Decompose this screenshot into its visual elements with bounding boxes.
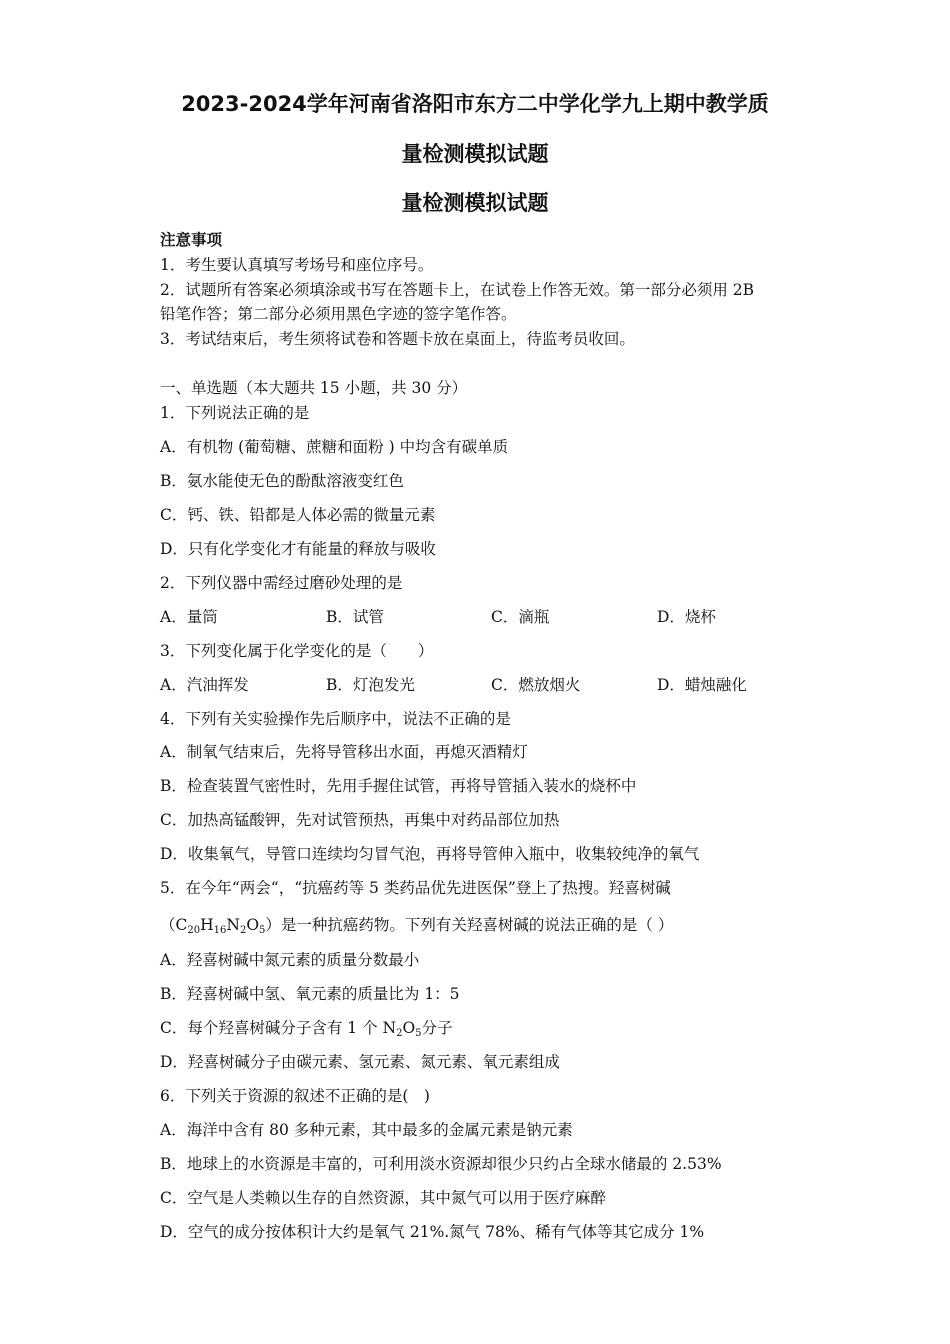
formula-n: N [226, 916, 240, 934]
question-5-option-c [160, 1016, 453, 1038]
question-6-option-b: B．地球上的水资源是丰富的，可利用淡水资源却很少只约占全球水储最的 2.53% [160, 1155, 722, 1173]
page-title-line-3: 量检测模拟试题 [401, 191, 549, 215]
page-title-line-2: 量检测模拟试题 [401, 142, 549, 166]
question-3-option-d: D．蜡烛融化 [657, 676, 747, 694]
question-5-stem-line-2 [160, 913, 673, 935]
question-4-stem: 4．下列有关实验操作先后顺序中，说法不正确的是 [160, 710, 511, 728]
question-6-option-d: D．空气的成分按体积计大约是氧气 21%.氮气 78%、稀有气体等其它成分 1% [160, 1223, 705, 1241]
option-c-o: O [402, 1019, 416, 1037]
question-4-option-c: C．加热高锰酸钾，先对试管预热，再集中对药品部位加热 [160, 811, 560, 829]
notice-item-1: 1．考生要认真填写考场号和座位序号。 [160, 256, 434, 274]
question-1-option-b: B．氨水能使无色的酚酞溶液变红色 [160, 472, 404, 490]
question-3-option-a: A．汽油挥发 [160, 676, 249, 694]
question-1-option-a: A．有机物 (葡萄糖、蔗糖和面粉 ) 中均含有碳单质 [160, 438, 509, 456]
question-3-option-c: C．燃放烟火 [491, 676, 581, 694]
question-6-option-a: A．海洋中含有 80 多种元素，其中最多的金属元素是钠元素 [160, 1121, 573, 1139]
option-c-sub-o: 5 [415, 1028, 422, 1039]
question-2-option-c: C．滴瓶 [491, 608, 550, 626]
question-2-option-d: D．烧杯 [657, 608, 716, 626]
formula-open: （C [160, 916, 188, 934]
question-5-option-d: D．羟喜树碱分子由碳元素、氢元素、氮元素、氧元素组成 [160, 1053, 560, 1071]
notice-item-3: 3．考试结束后，考生须将试卷和答题卡放在桌面上，待监考员收回。 [160, 330, 635, 348]
question-3-stem: 3．下列变化属于化学变化的是（ ） [160, 642, 434, 660]
question-2-option-b: B．试管 [326, 608, 384, 626]
question-1-option-d: D．只有化学变化才有能量的释放与吸收 [160, 540, 436, 558]
question-1-stem: 1．下列说法正确的是 [160, 404, 310, 422]
question-4-option-a: A．制氧气结束后，先将导管移出水面，再熄灭酒精灯 [160, 743, 528, 761]
section-heading: 一、单选题（本大题共 15 小题，共 30 分） [160, 379, 468, 397]
formula-h: H [200, 916, 214, 934]
question-5-stem-rest: ）是一种抗癌药物。下列有关羟喜树碱的说法正确的是（ ） [265, 916, 674, 934]
question-1-option-c: C．钙、铁、铅都是人体必需的微量元素 [160, 506, 436, 524]
question-4-option-b: B．检查装置气密性时，先用手握住试管，再将导管插入装水的烧杯中 [160, 777, 637, 795]
notice-item-2-cont: 铅笔作答；第二部分必须用黑色字迹的签字笔作答。 [160, 305, 517, 323]
notice-item-2: 2．试题所有答案必须填涂或书写在答题卡上，在试卷上作答无效。第一部分必须用 2B [160, 281, 755, 299]
question-5-option-a: A．羟喜树碱中氮元素的质量分数最小 [160, 951, 420, 969]
formula-sub-h: 16 [213, 925, 227, 936]
formula-sub-n: 2 [239, 925, 247, 936]
notice-heading: 注意事项 [160, 230, 223, 249]
question-6-option-c: C．空气是人类赖以生存的自然资源，其中氮气可以用于医疗麻醉 [160, 1189, 606, 1207]
question-5-stem-line-1: 5．在今年“两会“，“抗癌药等 5 类药品优先进医保”登上了热搜。羟喜树碱 [160, 879, 671, 897]
question-2-option-a: A．量筒 [160, 608, 218, 626]
option-c-text: C．每个羟喜树碱分子含有 1 个 N [160, 1019, 397, 1037]
option-c-tail: 分子 [421, 1019, 453, 1037]
question-4-option-d: D．收集氧气，导管口连续均匀冒气泡，再将导管伸入瓶中，收集较纯净的氧气 [160, 845, 700, 863]
question-3-option-b: B．灯泡发光 [326, 676, 415, 694]
question-2-stem: 2．下列仪器中需经过磨砂处理的是 [160, 574, 403, 592]
page-title-line-1: 2023-2024学年河南省洛阳市东方二中学化学九上期中教学质 [181, 92, 769, 116]
option-c-sub-n: 2 [396, 1028, 403, 1039]
question-6-stem: 6．下列关于资源的叙述不正确的是( ) [160, 1087, 430, 1105]
formula-sub-o: 5 [259, 925, 266, 936]
question-5-option-b: B．羟喜树碱中氢、氧元素的质量比为 1：5 [160, 985, 460, 1003]
formula-o: O [246, 916, 260, 934]
formula-sub-c: 20 [187, 925, 201, 936]
